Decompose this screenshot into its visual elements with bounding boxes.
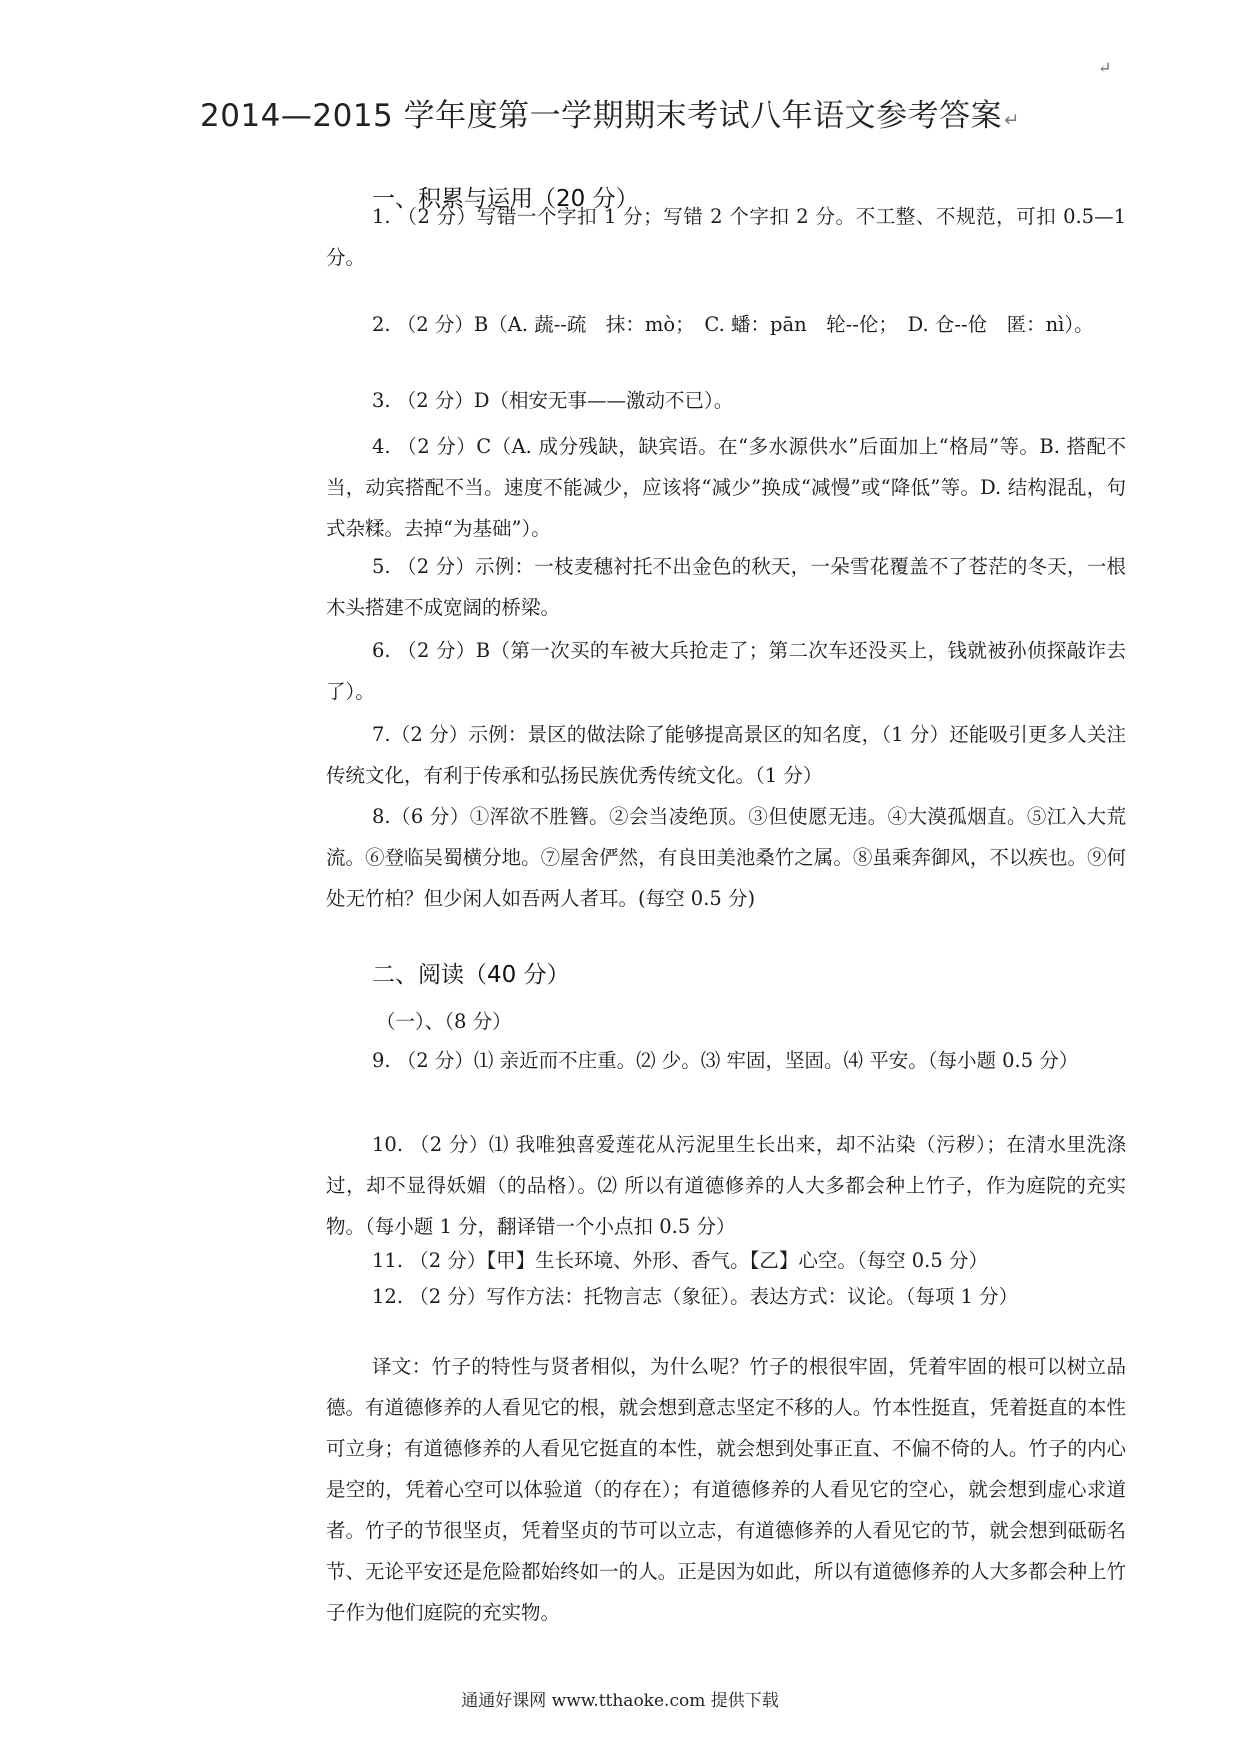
answer-item-5: 5. （2 分）示例：一枝麦穗衬托不出金色的秋天，一朵雪花覆盖不了苍茫的冬天，一根木头搭建不成宽阔的桥梁。 [326,555,1126,619]
answer-item-1: 1. （2 分）写错一个字扣 1 分；写错 2 个字扣 2 分。不工整、不规范，可扣 0.5—1 分。 [326,205,1126,269]
footer-credit: 通通好课网 www.tthaoke.com 提供下载 [461,1691,779,1711]
document-title [200,90,1080,135]
section-heading-reading: 二、阅读（40 分） [372,962,570,988]
answer-item-4: 4. （2 分）C（A. 成分残缺，缺宾语。在“多水源供水”后面加上“格局”等。B. 搭配不当，动宾搭配不当。速度不能减少，应该将“减少”换成“减慢”或“降低”等。D. 结构混乱，句式杂糅。去掉“为基础”）。 [326,435,1126,540]
answer-item-9: 9. （2 分）⑴ 亲近而不庄重。⑵ 少。⑶ 牢固，坚固。⑷ 平安。（每小题 0.5 分） [372,1049,1079,1072]
section-heading-accumulation: 一、积累与运用（20 分） [372,186,639,212]
answer-item-7: 7.（2 分）示例：景区的做法除了能够提高景区的知名度，（1 分）还能吸引更多人关注传统文化，有利于传承和弘扬民族优秀传统文化。（1 分） [326,723,1126,787]
answer-item-3: 3. （2 分）D（相安无事——激动不已）。 [372,389,734,412]
translation-paragraph: 译文：竹子的特性与贤者相似，为什么呢？竹子的根很牢固，凭着牢固的根可以树立品德。有道德修养的人看见它的根，就会想到意志坚定不移的人。竹本性挺直，凭着挺直的本性可立身；有道德修养的人看见它挺直的本性，就会想到处事正直、不偏不倚的人。竹子的内心是空的，凭着心空可以体验道（的存在）；有道德修养的人看见它的空心，就会想到虚心求道者。竹子的节很坚贞，凭着坚贞的节可以立志，有道德修养的人看见它的节，就会想到砥砺名节、无论平安还是危险都始终如一的人。正是因为如此，所以有道德修养的人大多都会种上竹子作为他们庭院的充实物。 [326,1355,1126,1624]
answer-item-11: 11. （2 分）【甲】生长环境、外形、香气。【乙】心空。（每空 0.5 分） [372,1249,988,1272]
answer-item-2: 2. （2 分）B（A. 蔬--疏 抹：mò； C. 蟠：pān 轮--伦； D. 仓--伧 匿：nì）。 [372,313,1094,336]
answer-item-8: 8.（6 分）①浑欲不胜簪。②会当凌绝顶。③但使愿无违。④大漠孤烟直。⑤江入大荒流。⑥登临吴蜀横分地。⑦屋舍俨然，有良田美池桑竹之属。⑧虽乘奔御风，不以疾也。⑨何处无竹柏？但少闲人如吾两人者耳。(每空 0.5 分) [326,805,1126,910]
answer-item-12: 12. （2 分）写作方法：托物言志（象征）。表达方式：议论。（每项 1 分） [372,1285,1019,1308]
answer-item-10: 10. （2 分）⑴ 我唯独喜爱莲花从污泥里生长出来，却不沾染（污秽）；在清水里洗涤过，却不显得妖媚（的品格）。⑵ 所以有道德修养的人大多都会种上竹子，作为庭院的充实物。（每小题 1 分，翻译错一个小点扣 0.5 分） [326,1133,1126,1238]
title-text: 2014—2015 学年度第一学期期末考试八年语文参考答案 [200,98,1003,134]
paragraph-mark: ↵ [1098,58,1112,77]
subsection-heading: （一）、（8 分） [376,1010,512,1033]
paragraph-mark: ↵ [1004,110,1020,131]
answer-item-6: 6. （2 分）B（第一次买的车被大兵抢走了；第二次车还没买上，钱就被孙侦探敲诈去了）。 [326,639,1126,703]
